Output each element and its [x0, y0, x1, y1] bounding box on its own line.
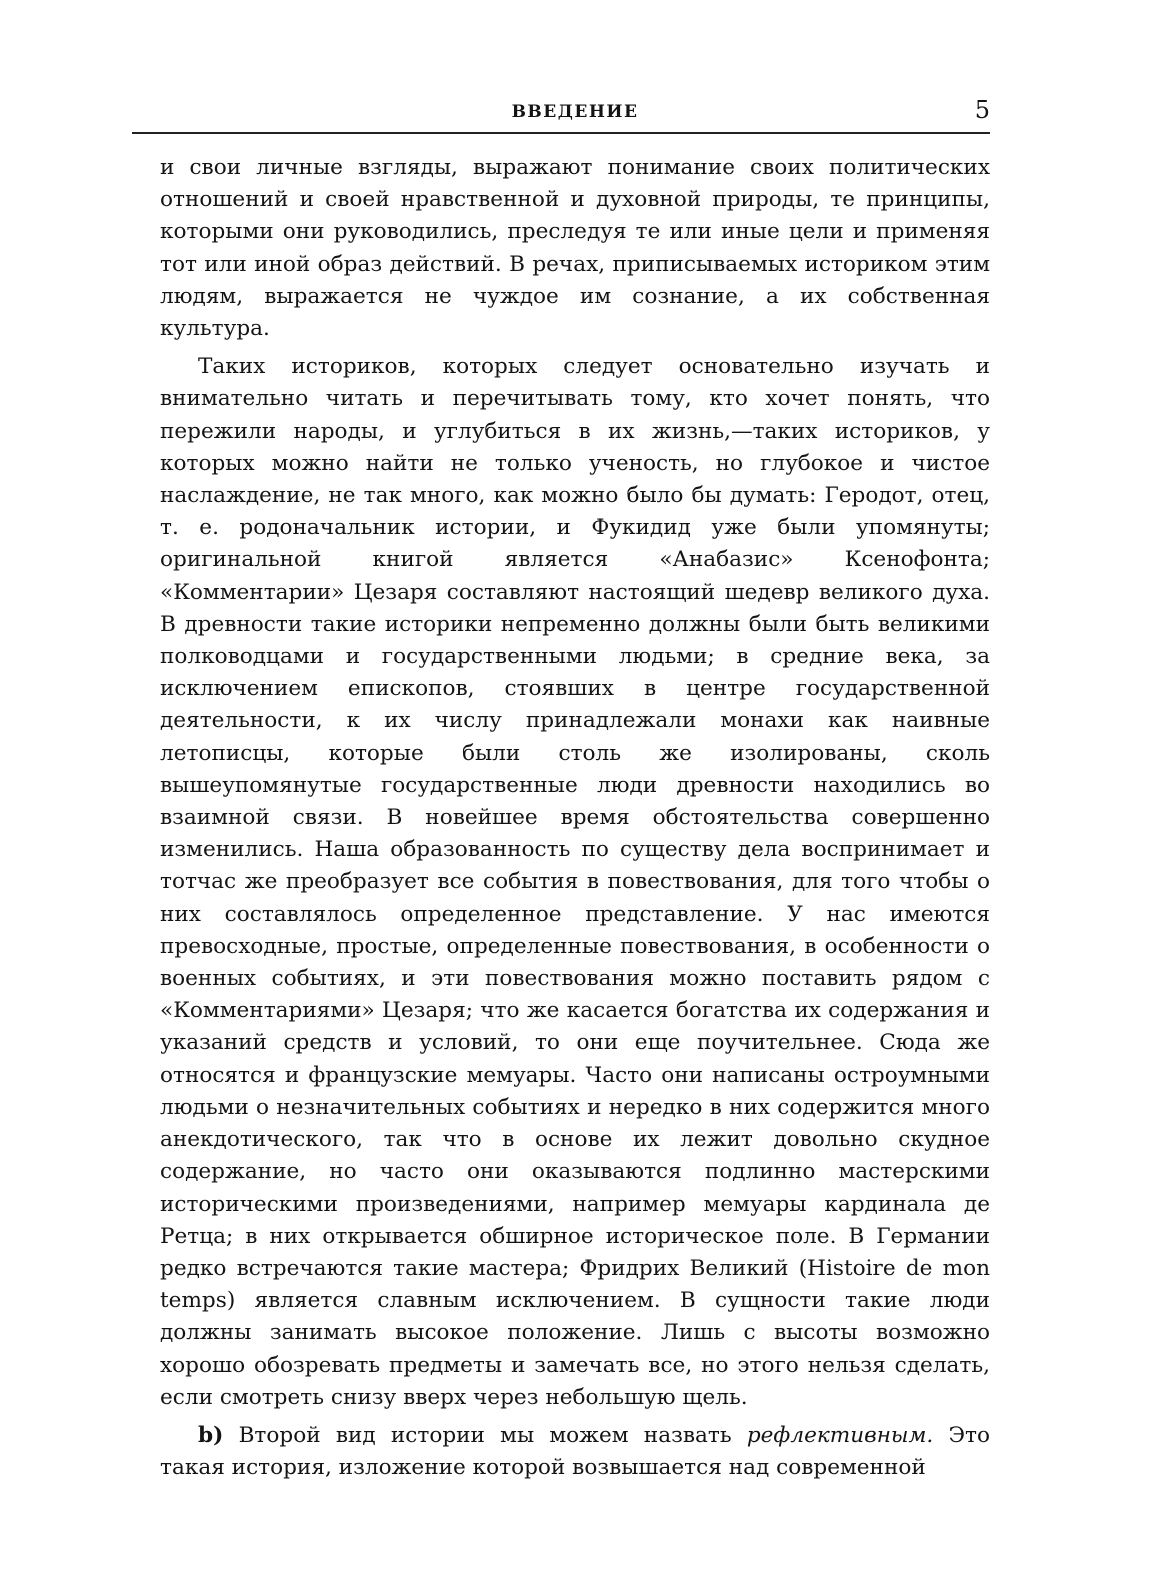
page-title: ВВЕДЕНИЕ [511, 102, 639, 122]
document-page [160, 96, 990, 1490]
paragraph-text-before: Второй вид истории мы можем назвать [238, 1422, 732, 1448]
paragraph-reflective-history [160, 1420, 990, 1484]
paragraph-text-after: Это такая история, изложение которой возвышается над современной [160, 1422, 991, 1481]
header-rule [132, 132, 990, 134]
list-marker: b) [198, 1422, 224, 1448]
running-header [160, 96, 990, 132]
paragraph-historians: Таких историков, которых следует основательно изучать и внимательно читать и перечитывать тому, кто хочет понять, что пережили народы, и углубиться в их жизнь,—таких историков, у которых можно найти не только ученость, но глубокое и чистое наслаждение, не так много, как можно было бы думать: Геродот, отец, т. е. родоначальник истории, и Фукидид уже были упомянуты; оригинальной книгой является «Анабазис» Ксенофонта; «Комментарии» Цезаря составляют настоящий шедевр великого духа. В древности такие историки непременно должны были быть великими полководцами и государственными людьми; в средние века, за исключением епископов, стоявших в центре государственной деятельности, к их числу принадлежали монахи как наивные летописцы, которые были столь же изолированы, сколь вышеупомянутые государственные люди древности находились во взаимной связи. В новейшее время обстоятельства совершенно изменились. Наша образованность по существу дела воспринимает и тотчас же преобразует все события в повествования, для того чтобы о них составлялось определенное представление. У нас имеются превосходные, простые, определенные повествования, в особенности о военных событиях, и эти повествования можно поставить рядом с «Комментариями» Цезаря; что же касается богатства их содержания и указаний средств и условий, то они еще поучительнее. Сюда же относятся и французские мемуары. Часто они написаны остроумными людьми о незначительных событиях и нередко в них содержится много анекдотического, так что в основе их лежит довольно скудное содержание, но часто они оказываются подлинно мастерскими историческими произведениями, например мемуары кардинала де Ретца; в них открывается обширное историческое поле. В Германии редко встречаются такие мастера; Фридрих Великий (Histoire de mon temps) является славным исключением. В сущности такие люди должны занимать высокое положение. Лишь с высоты возможно хорошо обозревать предметы и замечать все, но этого нельзя сделать, если смотреть снизу вверх через небольшую щель. [160, 354, 990, 1410]
page-number: 5 [974, 96, 990, 124]
paragraph-continuation: и свои личные взгляды, выражают понимание своих политических отношений и своей нравственной и духовной природы, те принципы, которыми они руководились, преследуя те или иные цели и применяя тот или иной образ действий. В речах, приписываемых историком этим людям, выражается не чуждое им сознание, а их собственная культура. [160, 155, 990, 342]
emphasized-term: рефлективным. [746, 1422, 934, 1448]
